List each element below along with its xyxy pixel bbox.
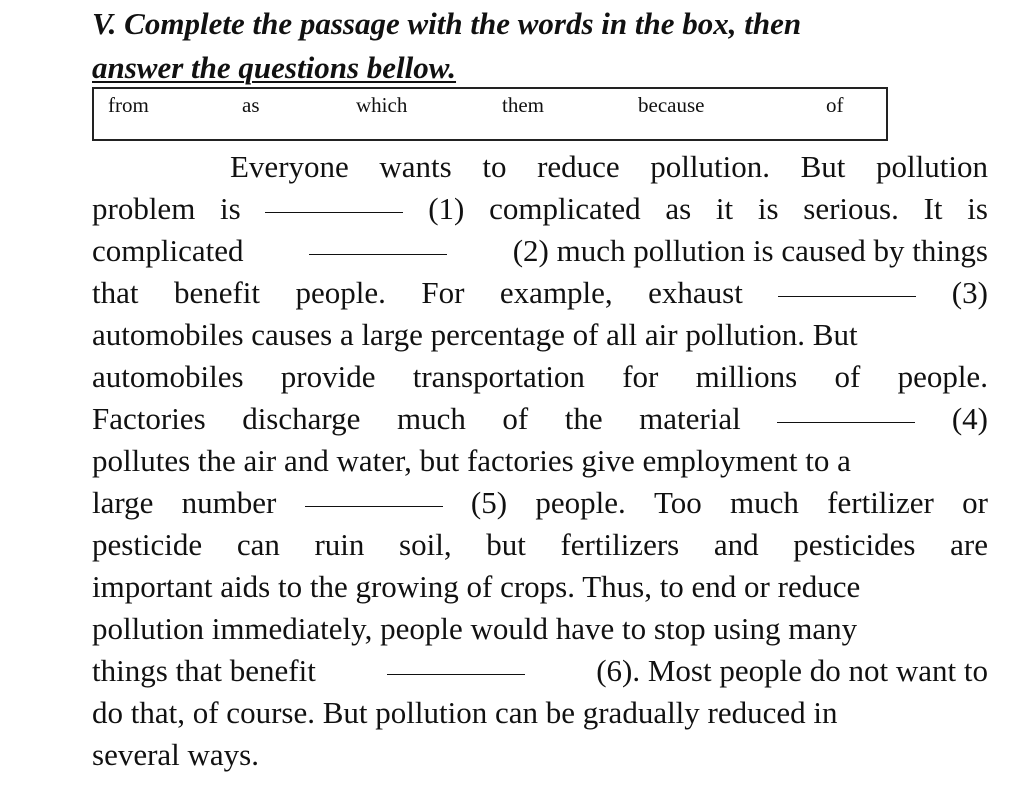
passage-word: complicated	[92, 233, 244, 268]
passage-word: large	[92, 485, 154, 520]
passage-word: For	[421, 275, 465, 310]
passage-word: important aids to the growing of crops. Thus, to end or reduce	[92, 569, 861, 604]
passage-word: number	[181, 485, 277, 520]
passage-word: discharge	[242, 401, 361, 436]
passage-line	[92, 566, 988, 608]
passage-word: is	[967, 191, 988, 226]
passage-word: complicated	[489, 191, 641, 226]
answer-blank-5[interactable]	[305, 482, 443, 507]
passage-word: people.	[897, 359, 988, 394]
exercise-page	[92, 0, 988, 772]
passage-line	[92, 482, 988, 524]
passage-word: automobiles	[92, 359, 244, 394]
passage-word: It	[923, 191, 943, 226]
passage-word: soil,	[399, 527, 452, 562]
passage-word: (2) much pollution is caused by things	[512, 233, 988, 268]
passage-word: pollution immediately, people would have to stop using many	[92, 611, 858, 646]
passage-line	[92, 146, 988, 188]
answer-blank-4[interactable]	[777, 398, 915, 423]
passage-word: millions	[695, 359, 798, 394]
passage-word: or	[962, 485, 988, 520]
passage-word: but	[486, 527, 526, 562]
passage-word: people.	[535, 485, 626, 520]
passage-line	[92, 398, 988, 440]
passage-word: pesticides	[793, 527, 916, 562]
passage-word: (3)	[951, 275, 988, 310]
answer-blank-1[interactable]	[265, 188, 403, 213]
passage-word: exhaust	[648, 275, 743, 310]
passage-line	[92, 188, 988, 230]
passage-word: (4)	[951, 401, 988, 436]
passage-word: of	[834, 359, 861, 394]
passage-word: transportation	[412, 359, 585, 394]
passage-line	[92, 272, 988, 314]
passage-word: are	[950, 527, 988, 562]
passage-word: material	[639, 401, 741, 436]
passage-word: fertilizer	[827, 485, 934, 520]
passage-word: (1)	[428, 191, 465, 226]
word-box-item: from	[108, 93, 149, 117]
passage-word: things that benefit	[92, 653, 316, 688]
word-box-item: which	[356, 93, 408, 117]
passage-word: people.	[295, 275, 386, 310]
passage-word: it	[715, 191, 734, 226]
word-box-item: because	[638, 93, 705, 117]
passage-word: pollution.	[650, 149, 770, 184]
passage-word: is	[757, 191, 779, 226]
passage-word: But	[800, 149, 846, 184]
passage-word: Everyone	[230, 149, 349, 184]
passage-word: for	[622, 359, 659, 394]
answer-blank-6[interactable]	[387, 650, 525, 675]
passage-line	[92, 440, 988, 482]
word-box-item: them	[502, 93, 544, 117]
passage-word: Factories	[92, 401, 206, 436]
passage-word: of	[502, 401, 529, 436]
passage-word: serious.	[803, 191, 899, 226]
passage-word: fertilizers	[560, 527, 680, 562]
word-box-item: as	[242, 93, 260, 117]
passage-line	[92, 734, 988, 776]
passage-word: several ways.	[92, 737, 259, 772]
passage-word: that	[92, 275, 139, 310]
heading-line-1: V. Complete the passage with the words in the box, then	[92, 6, 802, 41]
passage-word: problem	[92, 191, 196, 226]
passage-word: as	[665, 191, 692, 226]
passage-word: to	[482, 149, 507, 184]
passage-word: do that, of course. But pollution can be gradually reduced in	[92, 695, 838, 730]
passage-word: pesticide	[92, 527, 203, 562]
passage-line	[92, 356, 988, 398]
passage-word: pollution	[876, 149, 988, 184]
passage-word: benefit	[173, 275, 261, 310]
passage-word: Too	[653, 485, 702, 520]
passage-word: is	[220, 191, 241, 226]
passage-word: provide	[280, 359, 376, 394]
exercise-heading	[92, 2, 988, 90]
word-box-item: of	[826, 93, 844, 117]
passage-word: example,	[499, 275, 613, 310]
passage-word: the	[564, 401, 603, 436]
passage-word: ruin	[314, 527, 365, 562]
passage-word: (6). Most people do not want to	[596, 653, 988, 688]
passage-line	[92, 230, 988, 272]
passage-line	[92, 650, 988, 692]
passage-word: reduce	[537, 149, 620, 184]
answer-blank-3[interactable]	[778, 272, 916, 297]
passage-line	[92, 692, 988, 734]
passage-word: much	[730, 485, 799, 520]
passage-line	[92, 524, 988, 566]
passage-line	[92, 314, 988, 356]
passage	[92, 146, 988, 776]
passage-word: much	[396, 401, 466, 436]
passage-word: automobiles causes a large percentage of all air pollution. But	[92, 317, 858, 352]
heading-line-2: answer the questions bellow.	[92, 50, 457, 85]
passage-word: can	[236, 527, 280, 562]
passage-word: pollutes the air and water, but factories give employment to a	[92, 443, 851, 478]
passage-line	[92, 608, 988, 650]
passage-word: wants	[379, 149, 452, 184]
word-box	[92, 87, 888, 141]
passage-word: (5)	[470, 485, 508, 520]
passage-word: and	[713, 527, 759, 562]
answer-blank-2[interactable]	[309, 230, 447, 255]
